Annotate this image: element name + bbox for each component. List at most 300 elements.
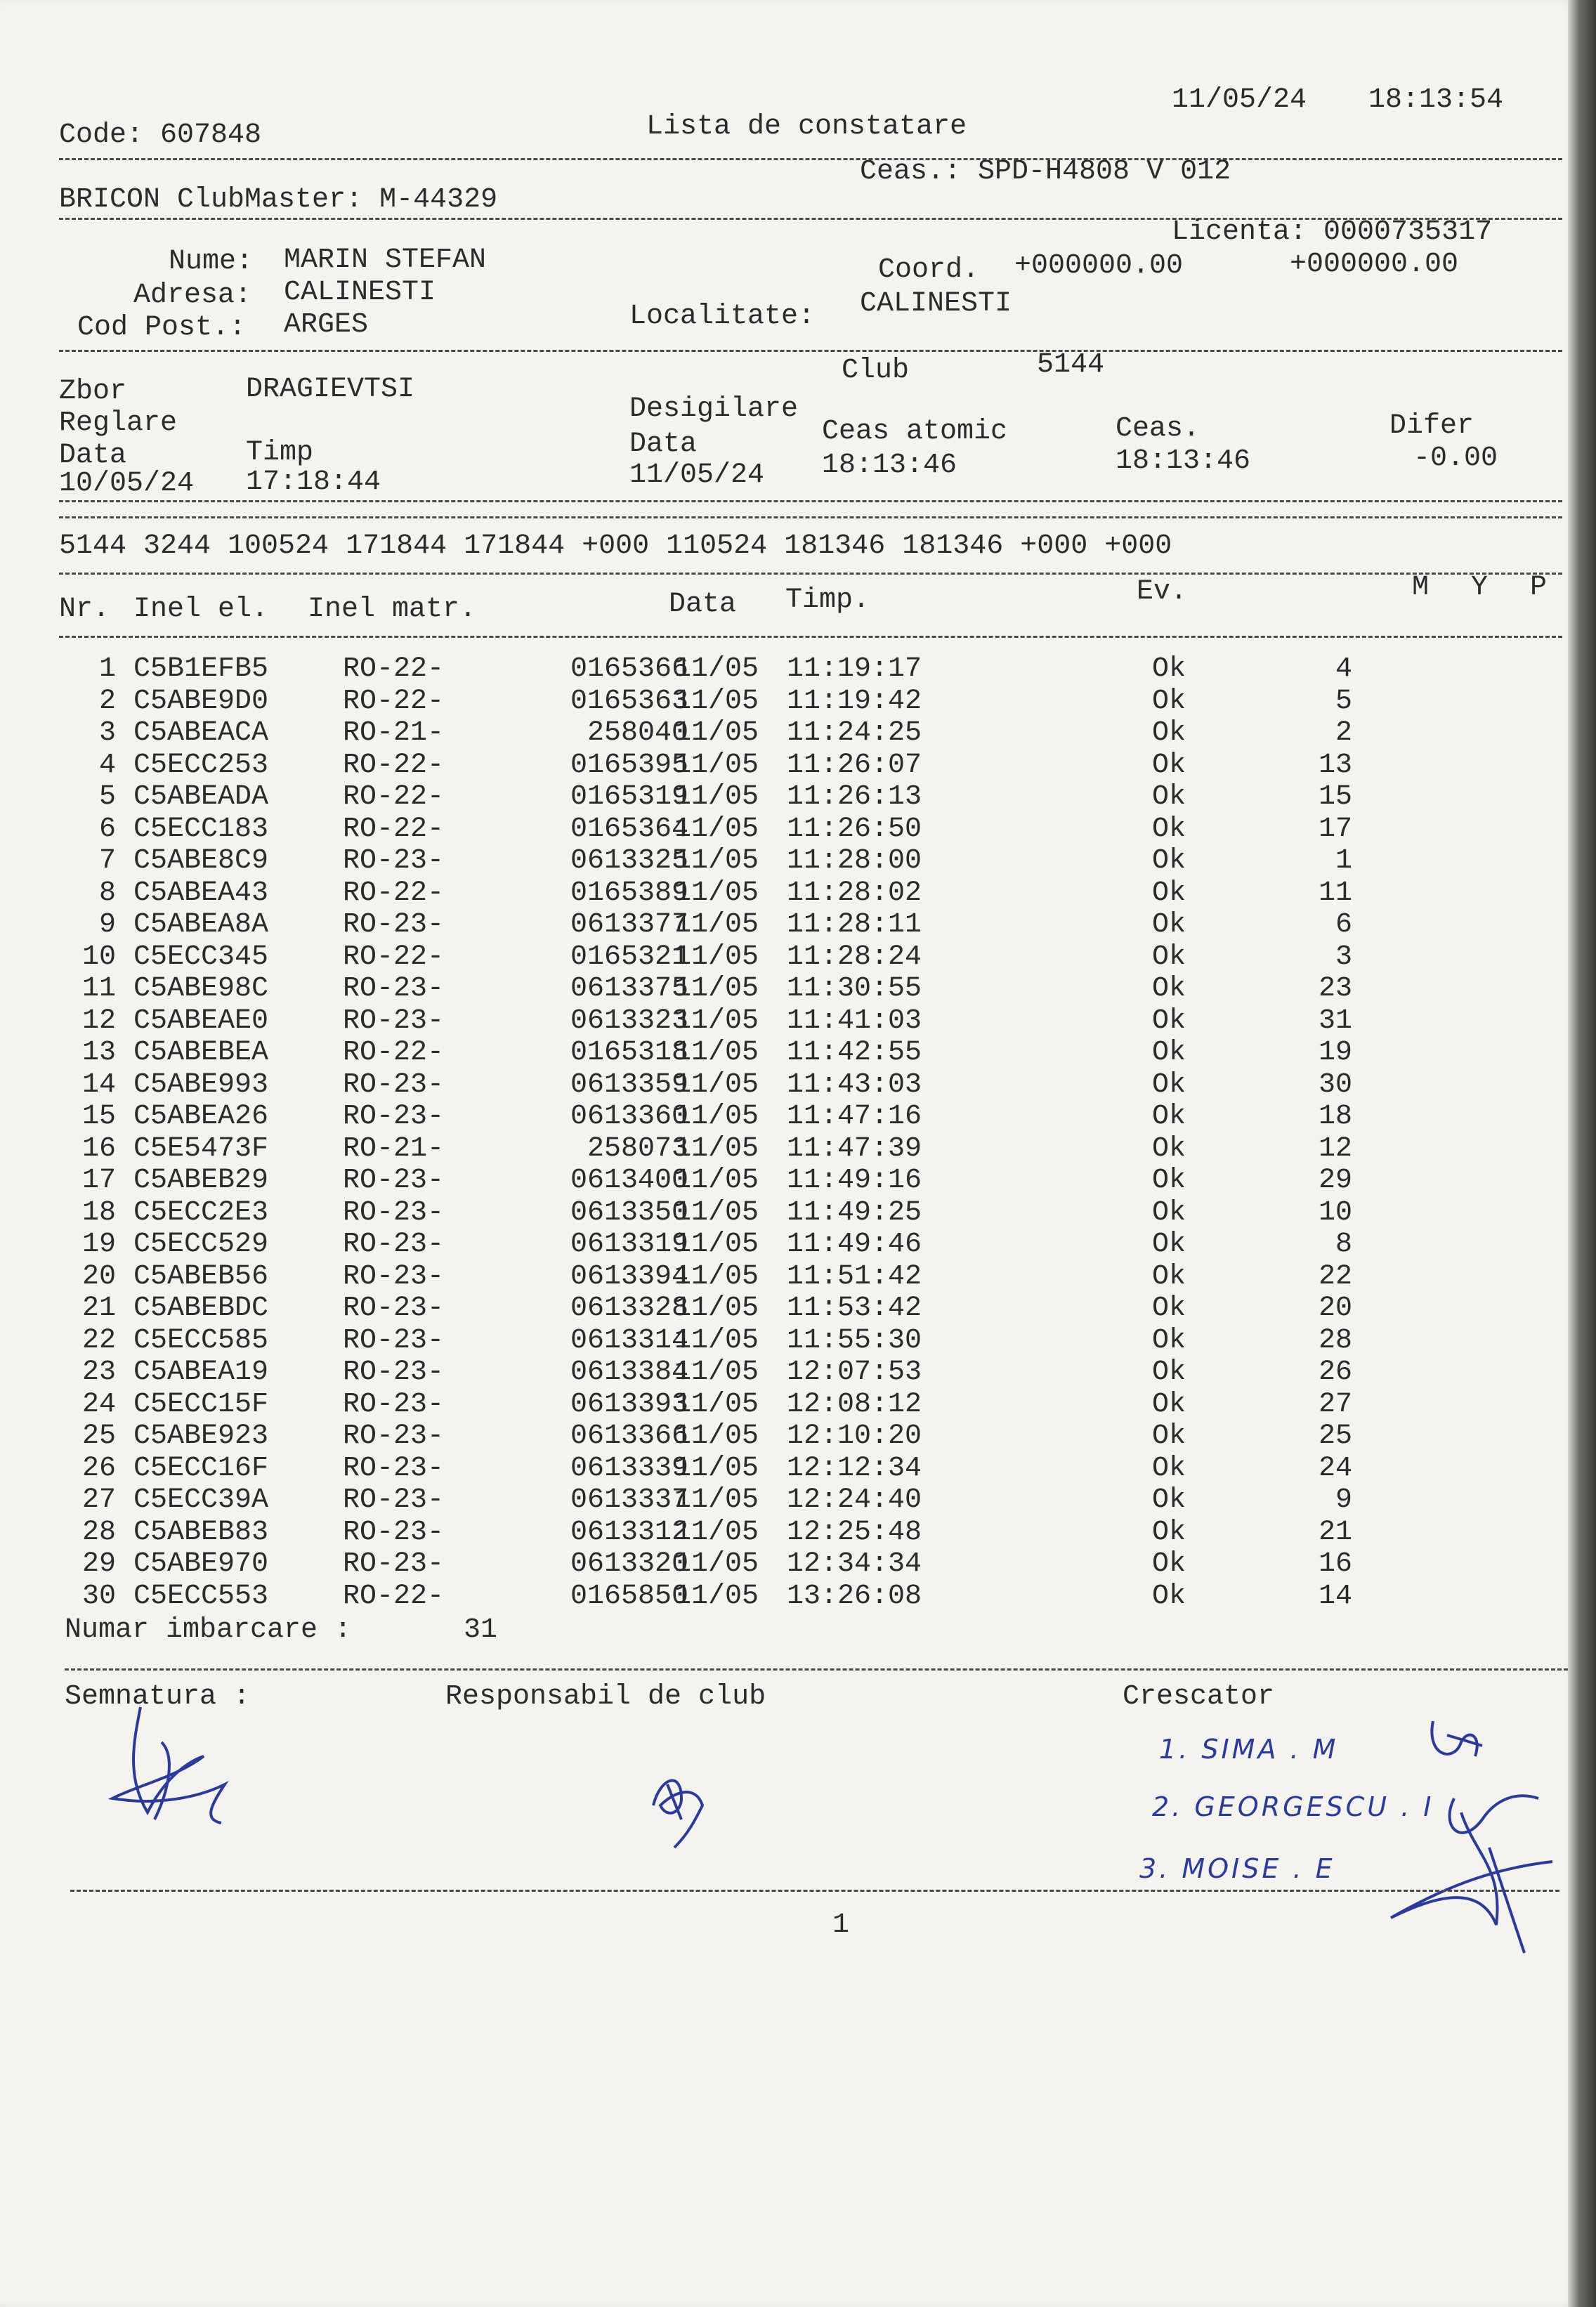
- coord-y: +000000.00: [1290, 249, 1459, 280]
- row-nr: 22: [81, 1324, 116, 1357]
- row-inel-el: C5ABE993: [133, 1068, 269, 1101]
- row-ev: Ok: [1152, 1068, 1186, 1101]
- row-m: 20: [1318, 1293, 1352, 1324]
- row-ev: Ok: [1152, 1165, 1186, 1196]
- row-ev: Ok: [1152, 1388, 1186, 1420]
- ceas-value: 18:13:46: [1116, 445, 1251, 477]
- row-inel-number: 0613325: [570, 845, 688, 877]
- row-inel-number: 258073: [587, 1132, 688, 1165]
- ceas-atomic-label: Ceas atomic: [822, 416, 1008, 447]
- row-ev: Ok: [1152, 1324, 1186, 1357]
- row-inel-el: C5ABEAE0: [133, 1005, 269, 1037]
- col-inel-el: Inel el.: [133, 594, 269, 625]
- row-ev: Ok: [1152, 1293, 1186, 1324]
- crescator-name-1: 1. SIMA . M: [1159, 1734, 1339, 1765]
- row-inel-prefix: RO-23-: [343, 1196, 445, 1229]
- row-time: 11:51:42: [787, 1260, 922, 1293]
- row-inel-el: C5ECC183: [133, 813, 269, 845]
- responsabil-label: Responsabil de club: [445, 1681, 766, 1713]
- row-inel-number: 0165366: [570, 653, 688, 685]
- row-ev: Ok: [1152, 877, 1186, 909]
- row-time: 11:24:25: [787, 717, 922, 749]
- row-nr: 13: [81, 1037, 116, 1068]
- row-time: 12:25:48: [787, 1516, 922, 1548]
- ceas2-label: Ceas.: [1116, 413, 1201, 445]
- row-nr: 1: [98, 653, 116, 685]
- row-date: 11/05: [674, 1068, 759, 1101]
- row-nr: 27: [81, 1484, 116, 1516]
- codpost-label: Cod Post.:: [77, 312, 247, 344]
- row-nr: 6: [98, 813, 116, 845]
- row-nr: 28: [81, 1516, 116, 1548]
- row-inel-number: 0613312: [570, 1516, 688, 1548]
- row-inel-el: C5ABE970: [133, 1548, 269, 1580]
- row-date: 11/05: [674, 909, 759, 941]
- club-value: 5144: [1037, 349, 1105, 381]
- row-inel-number: 0165389: [570, 877, 688, 909]
- row-date: 11/05: [674, 1420, 759, 1452]
- row-date: 11/05: [674, 781, 759, 813]
- row-date: 11/05: [674, 1484, 759, 1516]
- divider: [59, 350, 1562, 352]
- row-inel-number: 0613366: [570, 1420, 688, 1452]
- row-time: 12:07:53: [787, 1357, 922, 1388]
- row-ev: Ok: [1152, 1484, 1186, 1516]
- row-inel-prefix: RO-22-: [343, 877, 445, 909]
- row-m: 4: [1335, 653, 1352, 685]
- row-nr: 18: [81, 1196, 116, 1229]
- row-ev: Ok: [1152, 909, 1186, 941]
- row-nr: 8: [98, 877, 116, 909]
- ceas-atomic-value: 18:13:46: [822, 450, 957, 481]
- row-ev: Ok: [1152, 845, 1186, 877]
- page-number: 1: [832, 1909, 850, 1941]
- row-inel-prefix: RO-22-: [343, 813, 445, 845]
- crescator-signatures: [1377, 1714, 1559, 1967]
- row-time: 12:12:34: [787, 1452, 922, 1484]
- row-time: 11:26:50: [787, 813, 922, 845]
- print-date: 11/05/24: [1172, 84, 1307, 116]
- row-nr: 16: [81, 1132, 116, 1165]
- row-date: 11/05: [674, 749, 759, 781]
- row-ev: Ok: [1152, 941, 1186, 973]
- row-time: 11:43:03: [787, 1068, 922, 1101]
- row-inel-number: 0613394: [570, 1260, 688, 1293]
- row-ev: Ok: [1152, 1196, 1186, 1229]
- row-m: 9: [1335, 1484, 1352, 1516]
- row-inel-el: C5ABEA19: [133, 1357, 269, 1388]
- row-inel-number: 0613359: [570, 1068, 688, 1101]
- row-m: 16: [1318, 1548, 1352, 1580]
- row-time: 11:55:30: [787, 1324, 922, 1357]
- row-time: 11:49:25: [787, 1196, 922, 1229]
- zbor-value: DRAGIEVTSI: [246, 374, 415, 405]
- nume-value: MARIN STEFAN: [284, 244, 487, 276]
- row-date: 11/05: [674, 1005, 759, 1037]
- row-inel-number: 0613350: [570, 1196, 688, 1229]
- row-m: 5: [1335, 685, 1352, 717]
- row-nr: 29: [81, 1548, 116, 1580]
- row-inel-prefix: RO-23-: [343, 909, 445, 941]
- row-date: 11/05: [674, 813, 759, 845]
- row-inel-el: C5ECC553: [133, 1580, 269, 1612]
- row-time: 11:28:24: [787, 941, 922, 973]
- row-inel-prefix: RO-23-: [343, 1005, 445, 1037]
- row-inel-prefix: RO-22-: [343, 653, 445, 685]
- row-time: 11:30:55: [787, 973, 922, 1005]
- semnatura-signature: [98, 1700, 253, 1841]
- row-inel-prefix: RO-22-: [343, 685, 445, 717]
- row-ev: Ok: [1152, 1420, 1186, 1452]
- adresa-label: Adresa:: [133, 280, 252, 311]
- row-date: 11/05: [674, 685, 759, 717]
- row-nr: 19: [81, 1229, 116, 1260]
- data2-label: Data: [629, 429, 698, 460]
- row-m: 24: [1318, 1452, 1352, 1484]
- row-inel-el: C5ECC345: [133, 941, 269, 973]
- col-nr: Nr.: [59, 594, 110, 625]
- row-m: 15: [1318, 781, 1352, 813]
- row-inel-number: 0165395: [570, 749, 688, 781]
- row-m: 26: [1318, 1357, 1352, 1388]
- row-inel-el: C5ECC2E3: [133, 1196, 269, 1229]
- row-inel-number: 0165363: [570, 685, 688, 717]
- row-time: 11:19:42: [787, 685, 922, 717]
- coord-x: +000000.00: [1014, 250, 1184, 282]
- row-inel-el: C5E5473F: [133, 1132, 269, 1165]
- row-date: 11/05: [674, 877, 759, 909]
- row-inel-number: 0613384: [570, 1357, 688, 1388]
- row-ev: Ok: [1152, 1452, 1186, 1484]
- row-nr: 4: [98, 749, 116, 781]
- row-inel-prefix: RO-23-: [343, 1068, 445, 1101]
- row-ev: Ok: [1152, 1548, 1186, 1580]
- numar-imbarcare-label: Numar imbarcare :: [65, 1614, 352, 1646]
- row-m: 12: [1318, 1132, 1352, 1165]
- row-inel-el: C5ABEACA: [133, 717, 269, 749]
- row-inel-number: 0613393: [570, 1388, 688, 1420]
- row-inel-el: C5ABEB56: [133, 1260, 269, 1293]
- row-inel-number: 0613314: [570, 1324, 688, 1357]
- row-nr: 21: [81, 1293, 116, 1324]
- row-inel-el: C5ABE9D0: [133, 685, 269, 717]
- divider: [59, 516, 1562, 518]
- row-ev: Ok: [1152, 1101, 1186, 1132]
- row-date: 11/05: [674, 1165, 759, 1196]
- row-time: 13:26:08: [787, 1580, 922, 1612]
- row-inel-prefix: RO-23-: [343, 1324, 445, 1357]
- row-inel-el: C5ECC39A: [133, 1484, 269, 1516]
- row-date: 11/05: [674, 1452, 759, 1484]
- row-ev: Ok: [1152, 1229, 1186, 1260]
- row-nr: 12: [81, 1005, 116, 1037]
- row-nr: 2: [98, 685, 116, 717]
- col-timp: Timp.: [785, 584, 870, 616]
- row-date: 11/05: [674, 1260, 759, 1293]
- row-inel-el: C5ECC529: [133, 1229, 269, 1260]
- zbor-label: Zbor: [59, 376, 127, 407]
- row-inel-prefix: RO-22-: [343, 781, 445, 813]
- row-date: 11/05: [674, 1580, 759, 1612]
- row-date: 11/05: [674, 1293, 759, 1324]
- row-inel-prefix: RO-21-: [343, 717, 445, 749]
- row-date: 11/05: [674, 1548, 759, 1580]
- row-inel-el: C5ABE8C9: [133, 845, 269, 877]
- row-inel-el: C5B1EFB5: [133, 653, 269, 685]
- row-m: 10: [1318, 1196, 1352, 1229]
- row-m: 27: [1318, 1388, 1352, 1420]
- row-nr: 5: [98, 781, 116, 813]
- row-inel-prefix: RO-23-: [343, 1516, 445, 1548]
- crescator-name-3: 3. MOISE . E: [1139, 1853, 1335, 1884]
- row-inel-el: C5ECC15F: [133, 1388, 269, 1420]
- row-inel-number: 0613400: [570, 1165, 688, 1196]
- row-inel-prefix: RO-23-: [343, 1452, 445, 1484]
- timp-label: Timp: [246, 437, 314, 469]
- localitate-label: Localitate:: [629, 301, 816, 332]
- row-inel-el: C5ABEA43: [133, 877, 269, 909]
- localitate-value: CALINESTI: [860, 288, 1012, 320]
- row-nr: 20: [81, 1260, 116, 1293]
- row-inel-number: 0165318: [570, 1037, 688, 1068]
- row-date: 11/05: [674, 1196, 759, 1229]
- divider: [59, 500, 1562, 502]
- row-time: 11:26:07: [787, 749, 922, 781]
- row-inel-number: 0613328: [570, 1293, 688, 1324]
- row-m: 13: [1318, 749, 1352, 781]
- row-date: 11/05: [674, 1037, 759, 1068]
- row-ev: Ok: [1152, 685, 1186, 717]
- row-inel-prefix: RO-23-: [343, 1548, 445, 1580]
- row-m: 17: [1318, 813, 1352, 845]
- divider: [65, 1668, 1568, 1671]
- row-ev: Ok: [1152, 653, 1186, 685]
- divider: [70, 1890, 1559, 1892]
- row-inel-number: 0165319: [570, 781, 688, 813]
- row-time: 12:10:20: [787, 1420, 922, 1452]
- row-m: 18: [1318, 1101, 1352, 1132]
- row-time: 11:49:16: [787, 1165, 922, 1196]
- row-nr: 23: [81, 1357, 116, 1388]
- divider: [59, 636, 1562, 638]
- desigilare-data: 11/05/24: [629, 459, 765, 491]
- row-inel-el: C5ABEBDC: [133, 1293, 269, 1324]
- row-m: 25: [1318, 1420, 1352, 1452]
- row-time: 11:19:17: [787, 653, 922, 685]
- adresa-value: CALINESTI: [284, 277, 436, 308]
- code-line: 5144 3244 100524 171844 171844 +000 110524 181346 181346 +000 +000: [59, 530, 1172, 562]
- row-m: 23: [1318, 973, 1352, 1005]
- row-time: 12:24:40: [787, 1484, 922, 1516]
- row-nr: 26: [81, 1452, 116, 1484]
- col-m: M: [1412, 572, 1430, 603]
- row-inel-el: C5ABE923: [133, 1420, 269, 1452]
- row-inel-number: 0613360: [570, 1101, 688, 1132]
- row-date: 11/05: [674, 941, 759, 973]
- row-inel-prefix: RO-21-: [343, 1132, 445, 1165]
- row-ev: Ok: [1152, 1132, 1186, 1165]
- document-title: Lista de constatare: [646, 111, 967, 143]
- reglare-label: Reglare: [59, 407, 178, 439]
- row-inel-prefix: RO-23-: [343, 1101, 445, 1132]
- row-inel-number: 0613320: [570, 1548, 688, 1580]
- row-nr: 25: [81, 1420, 116, 1452]
- print-time: 18:13:54: [1368, 84, 1504, 116]
- col-inel-matr: Inel matr.: [308, 594, 477, 625]
- row-nr: 15: [81, 1101, 116, 1132]
- ceas-label: Ceas.: SPD-H4808 V 012: [860, 156, 1231, 188]
- row-m: 3: [1335, 941, 1352, 973]
- row-date: 11/05: [674, 1324, 759, 1357]
- row-nr: 11: [81, 973, 116, 1005]
- row-m: 28: [1318, 1324, 1352, 1357]
- row-date: 11/05: [674, 1388, 759, 1420]
- row-inel-el: C5ABEB83: [133, 1516, 269, 1548]
- coord-label: Coord.: [878, 254, 980, 286]
- divider: [59, 158, 1562, 160]
- row-inel-prefix: RO-23-: [343, 973, 445, 1005]
- row-ev: Ok: [1152, 973, 1186, 1005]
- difer-value: -0.00: [1413, 443, 1498, 474]
- col-y: Y: [1471, 572, 1489, 603]
- row-inel-prefix: RO-23-: [343, 1388, 445, 1420]
- reglare-data: 10/05/24: [59, 468, 195, 499]
- row-m: 21: [1318, 1516, 1352, 1548]
- row-inel-el: C5ABEBEA: [133, 1037, 269, 1068]
- licenta-label: Licenta: 0000735317: [1172, 216, 1493, 248]
- row-ev: Ok: [1152, 717, 1186, 749]
- row-inel-el: C5ABEB29: [133, 1165, 269, 1196]
- row-ev: Ok: [1152, 1260, 1186, 1293]
- row-time: 11:49:46: [787, 1229, 922, 1260]
- semnatura-label: Semnatura :: [65, 1681, 251, 1713]
- row-nr: 30: [81, 1580, 116, 1612]
- row-m: 19: [1318, 1037, 1352, 1068]
- row-date: 11/05: [674, 653, 759, 685]
- row-date: 11/05: [674, 1516, 759, 1548]
- row-time: 11:41:03: [787, 1005, 922, 1037]
- row-inel-number: 0613323: [570, 1005, 688, 1037]
- row-inel-number: 0613337: [570, 1484, 688, 1516]
- row-inel-el: C5ABE98C: [133, 973, 269, 1005]
- row-date: 11/05: [674, 717, 759, 749]
- responsabil-signature: [639, 1756, 724, 1855]
- row-m: 1: [1335, 845, 1352, 877]
- row-m: 30: [1318, 1068, 1352, 1101]
- row-time: 11:47:16: [787, 1101, 922, 1132]
- row-time: 12:34:34: [787, 1548, 922, 1580]
- row-inel-prefix: RO-22-: [343, 1580, 445, 1612]
- row-nr: 7: [98, 845, 116, 877]
- row-date: 11/05: [674, 1229, 759, 1260]
- row-nr: 17: [81, 1165, 116, 1196]
- row-date: 11/05: [674, 1357, 759, 1388]
- row-date: 11/05: [674, 973, 759, 1005]
- row-m: 22: [1318, 1260, 1352, 1293]
- crescator-label: Crescator: [1123, 1681, 1275, 1713]
- row-inel-number: 258040: [587, 717, 688, 749]
- row-time: 11:42:55: [787, 1037, 922, 1068]
- row-inel-prefix: RO-23-: [343, 1229, 445, 1260]
- club-label: Club: [842, 355, 910, 386]
- row-inel-el: C5ABEA8A: [133, 909, 269, 941]
- row-inel-el: C5ABEADA: [133, 781, 269, 813]
- row-m: 29: [1318, 1165, 1352, 1196]
- row-date: 11/05: [674, 1132, 759, 1165]
- row-inel-el: C5ECC585: [133, 1324, 269, 1357]
- code-label: Code: 607848: [59, 119, 262, 151]
- row-ev: Ok: [1152, 1005, 1186, 1037]
- row-time: 11:26:13: [787, 781, 922, 813]
- crescator-name-2: 2. GEORGESCU . I: [1152, 1791, 1434, 1822]
- row-nr: 24: [81, 1388, 116, 1420]
- row-date: 11/05: [674, 1101, 759, 1132]
- row-inel-prefix: RO-23-: [343, 1260, 445, 1293]
- row-inel-prefix: RO-22-: [343, 941, 445, 973]
- row-time: 12:08:12: [787, 1388, 922, 1420]
- row-ev: Ok: [1152, 781, 1186, 813]
- row-inel-prefix: RO-23-: [343, 1484, 445, 1516]
- row-m: 14: [1318, 1580, 1352, 1612]
- scan-edge: [1568, 0, 1596, 2307]
- row-nr: 3: [98, 717, 116, 749]
- row-inel-prefix: RO-23-: [343, 1165, 445, 1196]
- row-ev: Ok: [1152, 1037, 1186, 1068]
- row-ev: Ok: [1152, 813, 1186, 845]
- row-m: 2: [1335, 717, 1352, 749]
- row-time: 11:28:02: [787, 877, 922, 909]
- row-inel-el: C5ABEA26: [133, 1101, 269, 1132]
- row-inel-number: 0165321: [570, 941, 688, 973]
- row-time: 11:53:42: [787, 1293, 922, 1324]
- row-m: 6: [1335, 909, 1352, 941]
- row-inel-prefix: RO-22-: [343, 1037, 445, 1068]
- row-time: 11:28:11: [787, 909, 922, 941]
- difer-label: Difer: [1389, 410, 1474, 442]
- row-ev: Ok: [1152, 1516, 1186, 1548]
- clubmaster-label: BRICON ClubMaster: M-44329: [59, 184, 498, 216]
- desigilare-label: Desigilare: [629, 393, 799, 425]
- row-nr: 10: [81, 941, 116, 973]
- row-inel-prefix: RO-23-: [343, 1420, 445, 1452]
- nume-label: Nume:: [169, 246, 254, 277]
- data-label: Data: [59, 440, 127, 471]
- row-date: 11/05: [674, 845, 759, 877]
- col-data: Data: [669, 589, 737, 620]
- row-inel-prefix: RO-22-: [343, 749, 445, 781]
- row-inel-number: 0613375: [570, 973, 688, 1005]
- row-inel-number: 0613319: [570, 1229, 688, 1260]
- row-inel-number: 0165364: [570, 813, 688, 845]
- row-inel-prefix: RO-23-: [343, 845, 445, 877]
- row-inel-prefix: RO-23-: [343, 1293, 445, 1324]
- row-inel-el: C5ECC16F: [133, 1452, 269, 1484]
- codpost-value: ARGES: [284, 309, 369, 341]
- row-ev: Ok: [1152, 749, 1186, 781]
- row-inel-prefix: RO-23-: [343, 1357, 445, 1388]
- row-m: 31: [1318, 1005, 1352, 1037]
- row-inel-number: 0613339: [570, 1452, 688, 1484]
- reglare-timp: 17:18:44: [246, 466, 381, 498]
- divider: [59, 573, 1562, 575]
- row-time: 11:28:00: [787, 845, 922, 877]
- col-ev: Ev.: [1137, 576, 1188, 608]
- row-nr: 14: [81, 1068, 116, 1101]
- row-inel-number: 0165850: [570, 1580, 688, 1612]
- row-ev: Ok: [1152, 1580, 1186, 1612]
- row-inel-number: 0613377: [570, 909, 688, 941]
- row-inel-el: C5ECC253: [133, 749, 269, 781]
